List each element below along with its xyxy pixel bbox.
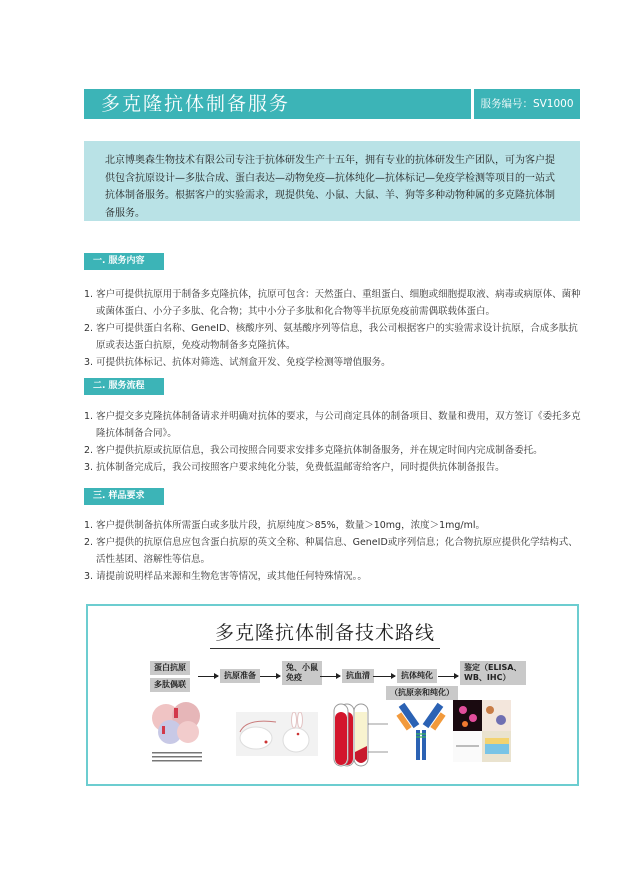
section-tag-sample-requirements: 三. 样品要求 xyxy=(84,488,164,505)
list-item: 1. 客户提交多克隆抗体制备请求并明确对抗体的要求，与公司商定具体的制备项目、数量和费用，双方签订《委托多克隆抗体制备合同》。 xyxy=(84,411,581,439)
mouse-and-rabbit-image xyxy=(236,712,318,756)
protein-structure-image xyxy=(148,698,206,766)
list-item: 1. 客户可提供抗原用于制备多克隆抗体，抗原可包含：天然蛋白、重组蛋白、细胞或细胞提取液、病毒或病原体、菌种或菌体蛋白、小分子多肽、化合物；其中小分子多肽和化合物等半抗原免疫前需偶联载体蛋白。 xyxy=(84,289,581,317)
step-antigen-prep: 抗原准备 xyxy=(220,669,260,683)
technical-route-box xyxy=(86,604,579,786)
section-tag-service-content: 一. 服务内容 xyxy=(84,253,164,270)
arrow-icon xyxy=(198,676,218,677)
step-antiserum: 抗血清 xyxy=(342,669,374,683)
list-item: 1. 客户提供制备抗体所需蛋白或多肽片段，抗原纯度＞85%，数量＞10mg，浓度＞1mg/ml。 xyxy=(84,520,485,531)
route-title: 多克隆抗体制备技术路线 xyxy=(210,618,440,649)
step-immunization: 兔、小鼠 免疫 xyxy=(282,661,322,685)
antibody-structure-image xyxy=(396,700,446,766)
service-content-list xyxy=(84,286,584,371)
assay-results-image xyxy=(453,700,511,762)
list-item: 3. 可提供抗体标记、抗体对筛选、试剂盒开发、免疫学检测等增值服务。 xyxy=(84,357,391,368)
service-code: 服务编号：SV1000 xyxy=(474,89,580,119)
list-item: 2. 客户提供的抗原信息应包含蛋白抗原的英文全称、种属信息、GeneID或序列信息；化合物抗原应提供化学结构式、活性基团、溶解性等信息。 xyxy=(84,537,578,565)
intro-box: 北京博奥森生物技术有限公司专注于抗体研发生产十五年，拥有专业的抗体研发生产团队，可为客户提供包含抗原设计—多肽合成、蛋白表达—动物免疫—抗体纯化—抗体标记—免疫学检测等项目的一站式抗体制备服务。根据客户的实验需求，现提供兔、小鼠、大鼠、羊、狗等多种动物种属的多克隆抗体制备服务。 xyxy=(84,141,580,221)
serum-separation-tubes-image xyxy=(332,702,392,774)
step-peptide-coupling: 多肽偶联 xyxy=(150,678,190,692)
step-purification: 抗体纯化 xyxy=(397,669,437,683)
section-tag-service-process: 二. 服务流程 xyxy=(84,378,164,395)
service-process-list xyxy=(84,408,584,476)
arrow-icon xyxy=(438,676,458,677)
arrow-icon xyxy=(320,676,340,677)
list-item: 3. 抗体制备完成后，我公司按照客户要求纯化分装，免费低温邮寄给客户，同时提供抗体制备报告。 xyxy=(84,462,505,473)
step-purification-note: （抗原亲和纯化） xyxy=(386,686,458,700)
sample-requirements-list xyxy=(84,517,584,585)
page-header xyxy=(84,89,580,119)
arrow-icon xyxy=(373,676,395,677)
step-identification: 鉴定（ELISA、 WB、IHC） xyxy=(460,661,526,685)
list-item: 2. 客户可提供蛋白名称、GeneID、核酸序列、氨基酸序列等信息，我公司根据客户的实验需求设计抗原，合成多肽抗原或表达蛋白抗原，免疫动物制备多克隆抗体。 xyxy=(84,323,578,351)
list-item: 3. 请提前说明样品来源和生物危害等情况，或其他任何特殊情况。。 xyxy=(84,571,367,582)
list-item: 2. 客户提供抗原或抗原信息，我公司按照合同要求安排多克隆抗体制备服务，并在规定时间内完成制备委托。 xyxy=(84,445,543,456)
arrow-icon xyxy=(260,676,280,677)
page-title: 多克隆抗体制备服务 xyxy=(84,89,471,119)
step-protein-antigen: 蛋白抗原 xyxy=(150,661,190,675)
